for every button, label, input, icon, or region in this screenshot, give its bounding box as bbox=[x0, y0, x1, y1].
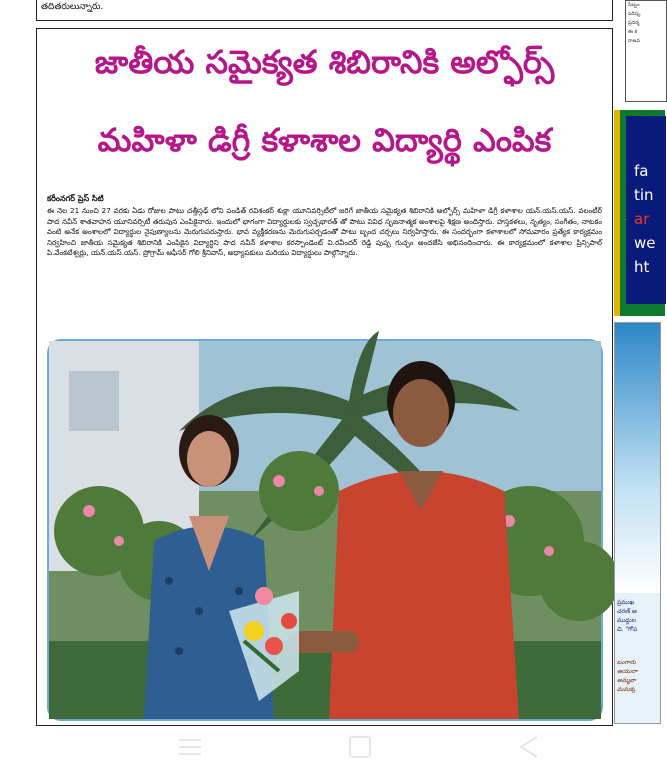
adjacent-banner bbox=[615, 323, 660, 593]
ad-text: ar bbox=[634, 210, 650, 228]
side-line: ప్రదర్శ bbox=[628, 20, 640, 26]
back-icon[interactable] bbox=[515, 734, 545, 760]
previous-article-tail bbox=[36, 0, 613, 21]
caption-line: చి. "గోప bbox=[617, 626, 638, 633]
caption-line: చరణ్ అ bbox=[617, 608, 637, 615]
caption-line: బంగారు bbox=[617, 659, 636, 666]
article-body: ఈ నెల 21 నుంచి 27 వరకు ఏడు రోజుల పాటు చత్తీస్గఢ్ లోని పండిత్ రవిశంకర్ శుక్లా యూనివర్సిటీలో జరిగే జాతీయ సమైక్యత శిబిరానికి అల్ఫోర్స్ మహిళా డిగ్రీ కళాశాల యన్.యస్.యస్. వలంటీర్ పాద నవీన్ శాతవాహన యూనివర్సిటీ తరుపున ఎంపికైనారు. ఇందులో భాగంగా విద్యార్థులకు స్వచ్ఛభారత్ తో పాటు వివిధ సృజనాత్మక అంశాలపై శిక్షణ అందిస్తారు. హస్తకళలు, నృత్యం, సంగీతం, నాటకం వంటి అనేక అంశాలలో విద్యార్థుల నైపుణ్యాలను మెరుగుపరుస్తారు. భావ వ్యక్తీకరణను మెరుగుపర్చడంతో పాటు బృంద చర్చలు నిర్వహిస్తారు. ఈ సందర్భంగా కళాశాలలో సోమవారం ప్రత్యేక కార్యక్రమం నిర్వహించి జాతీయ సమైక్యత శిబిరానికి ఎంపికైన విద్యార్థిని పాద నవీన్ కళాశాల కరస్పాండెంట్ వి.రవీందర్ రెడ్డి పుష్ప గుచ్ఛం అందజేసి అభినందించారు. ఈ కార్యక్రమంలో కళాశాల ప్రిన్సిపాల్ పి.వేంకటేశ్వర్లు, యన్.యస్.యస్. ప్రోగ్రామ్ ఆఫీసర్ గోలి శ్రీనివాస్, అధ్యాపకులు మరియు విద్యార్థులు పాల్గొన్నారు. bbox=[47, 206, 602, 258]
caption-line: మమక్క bbox=[617, 686, 636, 693]
caption-line: ఆయురా bbox=[617, 668, 638, 675]
side-line: రాజవ bbox=[628, 38, 640, 44]
side-line: సిబ్బం bbox=[628, 2, 640, 8]
headline-line-1: జాతీయ సమైక్యత శిబిరానికి అల్ఫోర్స్ bbox=[94, 43, 555, 81]
side-line: ఈ క bbox=[628, 29, 638, 35]
adjacent-article-photo bbox=[614, 322, 661, 724]
navigation-bar bbox=[0, 726, 653, 772]
ad-text: ht bbox=[634, 258, 650, 276]
home-icon[interactable] bbox=[345, 734, 375, 760]
caption-line: అమ్మవా bbox=[617, 677, 636, 684]
caption-line: ప్రముఖ bbox=[617, 599, 635, 606]
ad-text: fa bbox=[634, 162, 649, 180]
previous-article-text: తదితరులున్నారు. bbox=[41, 2, 104, 12]
article-photo bbox=[47, 339, 603, 721]
caption-line: ముద్దుల bbox=[617, 617, 636, 624]
news-article bbox=[36, 28, 613, 726]
photo-illustration bbox=[49, 341, 601, 719]
ad-text: we bbox=[634, 234, 656, 252]
side-advertisement[interactable] bbox=[614, 110, 665, 316]
headline-line-2: మహిళా డిగ్రీ కళాశాల విద్యార్థి ఎంపిక bbox=[97, 121, 552, 159]
side-line: పరిష్క bbox=[628, 11, 641, 17]
ad-text: tin bbox=[634, 186, 654, 204]
byline: కరీంనగర్ ప్రెస్ సిటి bbox=[47, 194, 104, 203]
adjacent-caption-2 bbox=[617, 658, 660, 694]
menu-icon[interactable] bbox=[175, 734, 205, 760]
adjacent-article-snippet bbox=[625, 0, 667, 102]
adjacent-caption bbox=[617, 598, 660, 634]
